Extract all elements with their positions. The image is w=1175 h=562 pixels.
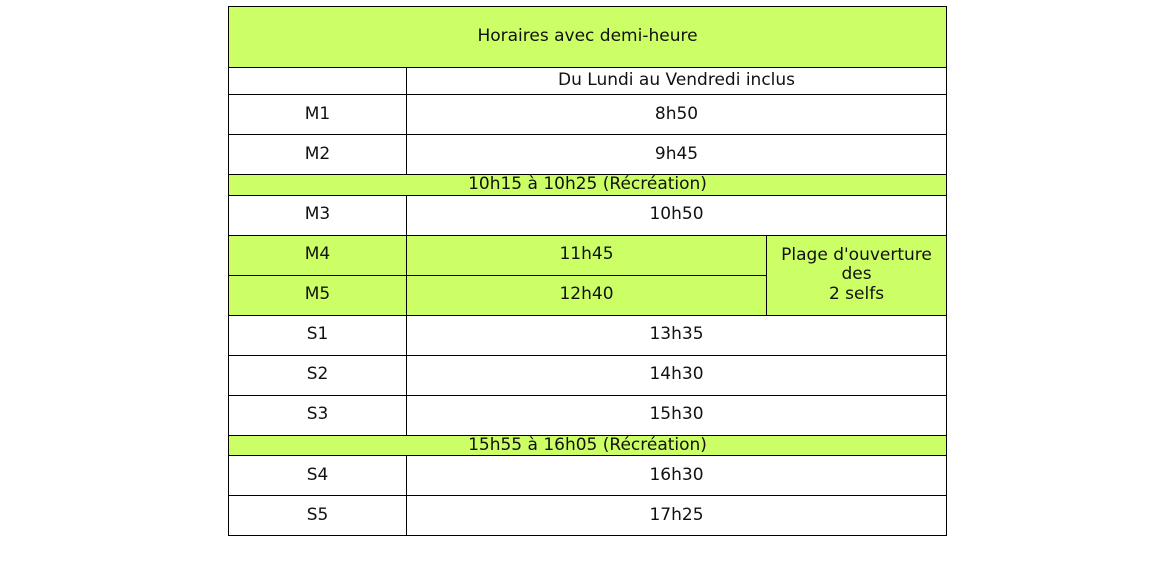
period-label: S2 <box>229 355 407 395</box>
schedule-table <box>228 6 947 536</box>
period-label: M1 <box>229 95 407 135</box>
self-note <box>767 235 947 315</box>
period-time: 13h35 <box>407 315 947 355</box>
period-label: S5 <box>229 496 407 536</box>
self-note-line1: Plage d'ouverture des <box>781 244 932 285</box>
table-row <box>229 395 947 435</box>
period-label: S3 <box>229 395 407 435</box>
period-time: 15h30 <box>407 395 947 435</box>
period-label: S1 <box>229 315 407 355</box>
period-label: M5 <box>229 275 407 315</box>
table-row <box>229 95 947 135</box>
table-row <box>229 355 947 395</box>
period-time: 12h40 <box>407 275 767 315</box>
schedule-title: Horaires avec demi-heure <box>229 7 947 68</box>
period-label: M4 <box>229 235 407 275</box>
break-row <box>229 435 947 456</box>
break-row <box>229 175 947 196</box>
period-time: 10h50 <box>407 195 947 235</box>
table-row <box>229 456 947 496</box>
title-row <box>229 7 947 68</box>
period-label: S4 <box>229 456 407 496</box>
table-row <box>229 235 947 275</box>
table-row <box>229 315 947 355</box>
period-time: 9h45 <box>407 135 947 175</box>
period-label: M3 <box>229 195 407 235</box>
period-time: 17h25 <box>407 496 947 536</box>
period-time: 16h30 <box>407 456 947 496</box>
break-label: 15h55 à 16h05 (Récréation) <box>229 435 947 456</box>
break-label: 10h15 à 10h25 (Récréation) <box>229 175 947 196</box>
period-label: M2 <box>229 135 407 175</box>
schedule-subtitle: Du Lundi au Vendredi inclus <box>407 68 947 95</box>
period-time: 11h45 <box>407 235 767 275</box>
table-row <box>229 135 947 175</box>
period-time: 8h50 <box>407 95 947 135</box>
period-time: 14h30 <box>407 355 947 395</box>
subtitle-row <box>229 68 947 95</box>
self-note-line2: 2 selfs <box>828 283 885 304</box>
table-row <box>229 195 947 235</box>
table-row <box>229 496 947 536</box>
empty-header-cell <box>229 68 407 95</box>
